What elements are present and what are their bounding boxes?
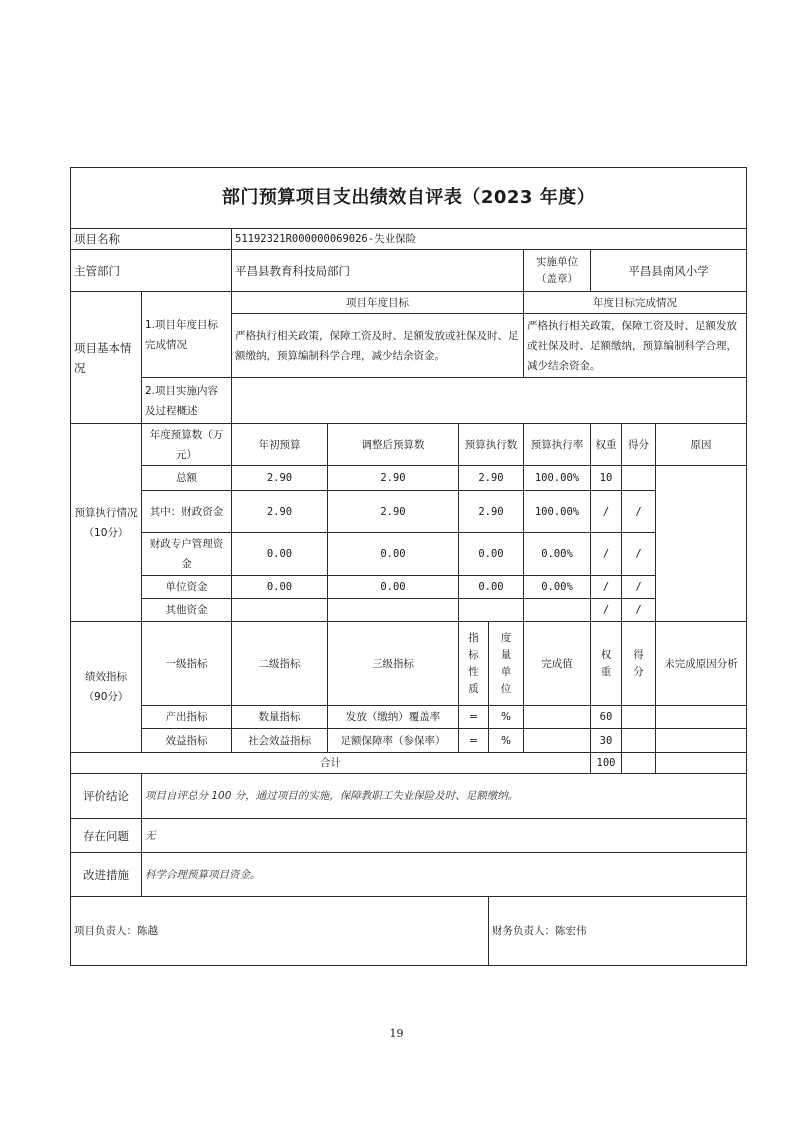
budget-header-score: 得分 — [622, 424, 656, 466]
form-title: 部门预算项目支出绩效自评表（2023 年度） — [71, 168, 747, 229]
perf-header-level1: 一级指标 — [142, 622, 232, 706]
impl-unit-label: 实施单位（盖章） — [524, 250, 591, 292]
budget-row-weight: / — [591, 533, 622, 576]
basic-info-label: 项目基本情况 — [71, 292, 142, 424]
budget-row-adjusted: 0.00 — [328, 533, 459, 576]
budget-row-initial: 2.90 — [232, 491, 328, 533]
budget-row-adjusted: 0.00 — [328, 576, 459, 599]
perf-row-weight: 30 — [591, 729, 622, 753]
budget-row — [71, 466, 747, 491]
budget-row-score: / — [622, 533, 656, 576]
total-score — [622, 753, 656, 774]
perf-row-score — [622, 706, 656, 729]
project-lead-signature: 项目负责人：陈越 — [71, 897, 489, 966]
total-reason — [656, 753, 747, 774]
perf-header-nature: 指标性质 — [459, 622, 489, 706]
budget-header-initial: 年初预算 — [232, 424, 328, 466]
page-number: 19 — [389, 1027, 404, 1040]
perf-row-unit: % — [489, 729, 524, 753]
department-label: 主管部门 — [71, 250, 232, 292]
issues-label: 存在问题 — [71, 819, 142, 853]
perf-row-level1: 效益指标 — [142, 729, 232, 753]
budget-row — [71, 491, 747, 533]
project-name-label: 项目名称 — [71, 229, 232, 250]
budget-row-score: / — [622, 599, 656, 622]
perf-row-nature: = — [459, 706, 489, 729]
budget-row-rate: 100.00% — [524, 491, 591, 533]
budget-row-name: 其中：财政资金 — [142, 491, 232, 533]
perf-row-weight: 60 — [591, 706, 622, 729]
budget-row-score: / — [622, 491, 656, 533]
completion-header: 年度目标完成情况 — [524, 292, 747, 314]
total-weight: 100 — [591, 753, 622, 774]
improvements-value: 科学合理预算项目资金。 — [142, 853, 747, 897]
budget-row-rate: 100.00% — [524, 466, 591, 491]
budget-row-weight: 10 — [591, 466, 622, 491]
department-value: 平昌县教育科技局部门 — [232, 250, 524, 292]
budget-header-reason: 原因 — [656, 424, 747, 466]
impl-text — [232, 378, 747, 424]
issues-value: 无 — [142, 819, 747, 853]
budget-row — [71, 599, 747, 622]
performance-evaluation-form — [70, 167, 747, 966]
budget-row-rate — [524, 599, 591, 622]
impl-label: 2.项目实施内容及过程概述 — [142, 378, 232, 424]
performance-row — [71, 706, 747, 729]
performance-row — [71, 729, 747, 753]
performance-label: 绩效指标（90分） — [71, 622, 142, 753]
budget-header-rate: 预算执行率 — [524, 424, 591, 466]
impl-unit-value: 平昌县南风小学 — [591, 250, 747, 292]
budget-row — [71, 576, 747, 599]
budget-row-weight: / — [591, 576, 622, 599]
budget-row-executed: 2.90 — [459, 466, 524, 491]
perf-row-reason — [656, 729, 747, 753]
budget-row-weight: / — [591, 491, 622, 533]
finance-lead-signature: 财务负责人：陈宏伟 — [489, 897, 747, 966]
budget-row-rate: 0.00% — [524, 576, 591, 599]
perf-row-level3: 足额保障率（参保率） — [328, 729, 459, 753]
perf-header-score: 得分 — [622, 622, 656, 706]
budget-reason-cell — [656, 466, 747, 622]
budget-row-score — [622, 466, 656, 491]
goal-header: 项目年度目标 — [232, 292, 524, 314]
goal-text: 严格执行相关政策，保障工资及时、足额发放或社保及时、足额缴纳，预算编制科学合理，减少结余资金。 — [232, 314, 524, 378]
budget-row-executed — [459, 599, 524, 622]
perf-header-reason: 未完成原因分析 — [656, 622, 747, 706]
budget-row-name: 单位资金 — [142, 576, 232, 599]
budget-label: 预算执行情况（10分） — [71, 424, 142, 622]
budget-row-adjusted: 2.90 — [328, 466, 459, 491]
project-name-value: 51192321R000000069026-失业保险 — [232, 229, 747, 250]
budget-row-initial: 0.00 — [232, 576, 328, 599]
budget-row-initial: 2.90 — [232, 466, 328, 491]
budget-row — [71, 533, 747, 576]
conclusion-label: 评价结论 — [71, 774, 142, 819]
budget-row-executed: 2.90 — [459, 491, 524, 533]
budget-header-annual: 年度预算数（万元） — [142, 424, 232, 466]
budget-row-score: / — [622, 576, 656, 599]
total-row — [71, 753, 747, 774]
perf-row-value — [524, 729, 591, 753]
perf-row-nature: = — [459, 729, 489, 753]
budget-row-weight: / — [591, 599, 622, 622]
budget-row-initial — [232, 599, 328, 622]
budget-row-executed: 0.00 — [459, 576, 524, 599]
perf-header-weight: 权重 — [591, 622, 622, 706]
conclusion-value: 项目自评总分 100 分，通过项目的实施，保障教职工失业保险及时、足额缴纳。 — [142, 774, 747, 819]
budget-row-executed: 0.00 — [459, 533, 524, 576]
perf-row-unit: % — [489, 706, 524, 729]
budget-row-adjusted: 2.90 — [328, 491, 459, 533]
perf-header-level2: 二级指标 — [232, 622, 328, 706]
perf-row-level1: 产出指标 — [142, 706, 232, 729]
perf-header-level3: 三级指标 — [328, 622, 459, 706]
budget-header-weight: 权重 — [591, 424, 622, 466]
budget-row-name: 财政专户管理资金 — [142, 533, 232, 576]
perf-row-level2: 社会效益指标 — [232, 729, 328, 753]
goal-label: 1.项目年度目标完成情况 — [142, 292, 232, 378]
budget-header-executed: 预算执行数 — [459, 424, 524, 466]
completion-text: 严格执行相关政策，保障工资及时、足额发放或社保及时、足额缴纳，预算编制科学合理，减少结余资金。 — [524, 314, 747, 378]
budget-row-name: 总额 — [142, 466, 232, 491]
perf-row-score — [622, 729, 656, 753]
budget-row-rate: 0.00% — [524, 533, 591, 576]
budget-row-adjusted — [328, 599, 459, 622]
perf-header-value: 完成值 — [524, 622, 591, 706]
perf-header-unit: 度量单位 — [489, 622, 524, 706]
improvements-label: 改进措施 — [71, 853, 142, 897]
budget-header-adjusted: 调整后预算数 — [328, 424, 459, 466]
perf-row-level3: 发放（缴纳）覆盖率 — [328, 706, 459, 729]
budget-row-initial: 0.00 — [232, 533, 328, 576]
perf-row-level2: 数量指标 — [232, 706, 328, 729]
perf-row-reason — [656, 706, 747, 729]
budget-row-name: 其他资金 — [142, 599, 232, 622]
perf-row-value — [524, 706, 591, 729]
total-label: 合计 — [71, 753, 591, 774]
